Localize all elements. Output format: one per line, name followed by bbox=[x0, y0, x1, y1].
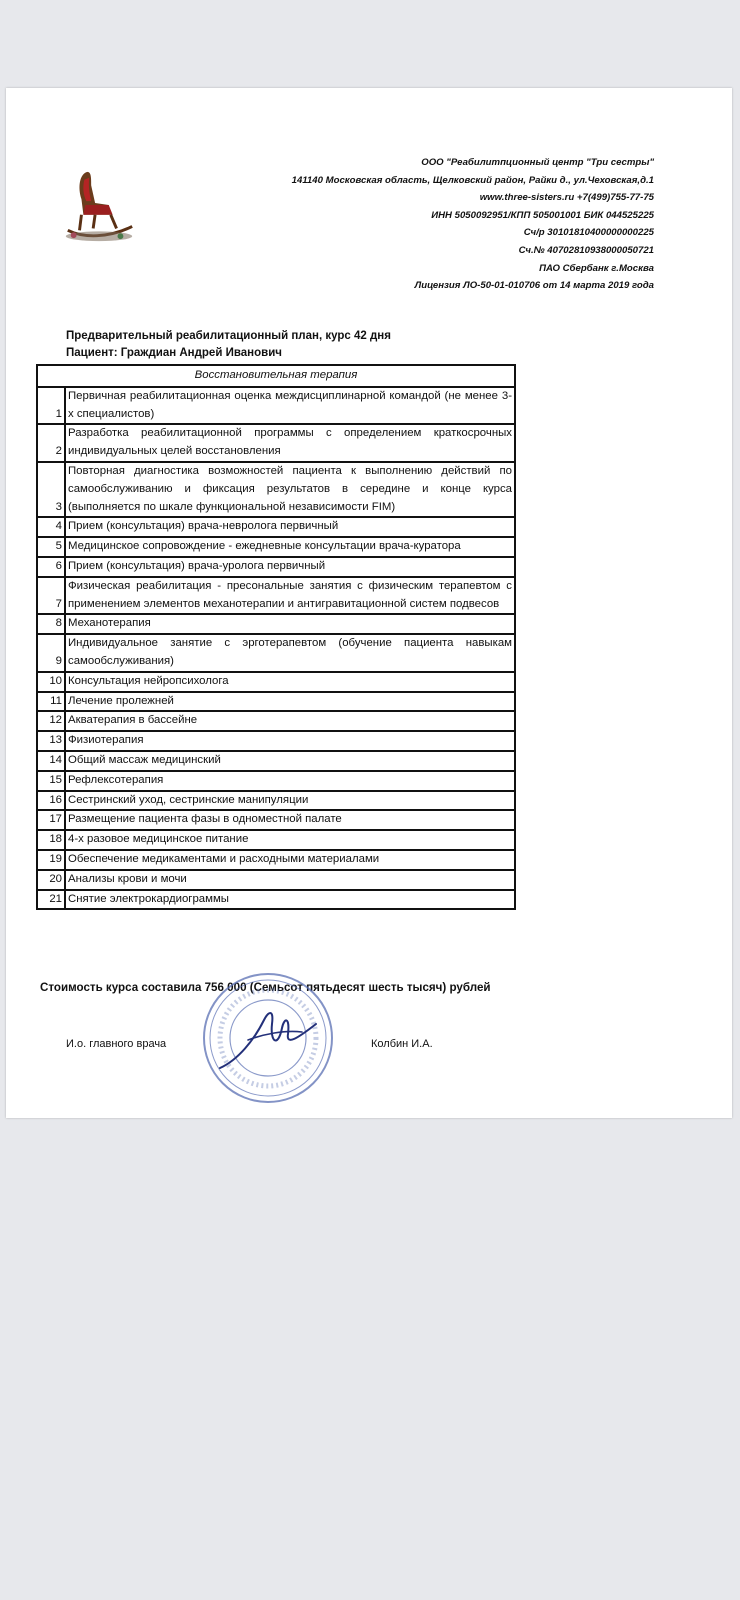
row-description: Обеспечение медикаментами и расходными материалами bbox=[65, 850, 515, 870]
row-number: 20 bbox=[37, 870, 65, 890]
company-inn: ИНН 5050092951/КПП 505001001 БИК 044525225 bbox=[431, 209, 654, 221]
table-row bbox=[37, 614, 515, 634]
row-number: 14 bbox=[37, 751, 65, 771]
company-header bbox=[292, 154, 654, 295]
table-row bbox=[37, 751, 515, 771]
row-description: Физиотерапия bbox=[65, 731, 515, 751]
row-description: Акватерапия в бассейне bbox=[65, 711, 515, 731]
company-account: Сч.№ 40702810938000050721 bbox=[518, 244, 654, 256]
row-number: 7 bbox=[37, 577, 65, 615]
row-description: Первичная реабилитационная оценка междисциплинарной командой (не менее 3-х специалистов) bbox=[65, 387, 515, 425]
row-description: Общий массаж медицинский bbox=[65, 751, 515, 771]
table-row bbox=[37, 731, 515, 751]
table-row bbox=[37, 711, 515, 731]
rocking-chair-icon bbox=[60, 166, 138, 244]
table-row bbox=[37, 634, 515, 672]
plan-title: Предварительный реабилитационный план, курс 42 дня bbox=[66, 330, 391, 342]
row-description: Прием (консультация) врача-уролога первичный bbox=[65, 557, 515, 577]
row-description: Медицинское сопровождение - ежедневные консультации врача-куратора bbox=[65, 537, 515, 557]
table-header: Восстановительная терапия bbox=[37, 365, 515, 387]
row-number: 17 bbox=[37, 810, 65, 830]
row-number: 15 bbox=[37, 771, 65, 791]
row-number: 3 bbox=[37, 462, 65, 517]
table-row bbox=[37, 890, 515, 910]
company-corr-account: Сч/р 30101810400000000225 bbox=[523, 227, 654, 239]
acting-chief-doctor-label: И.о. главного врача bbox=[66, 1038, 167, 1050]
row-description: Сестринский уход, сестринские манипуляции bbox=[65, 791, 515, 811]
company-contacts: www.three-sisters.ru +7(499)755-77-75 bbox=[479, 192, 654, 204]
document-page bbox=[6, 88, 732, 1118]
row-description: Размещение пациента фазы в одноместной палате bbox=[65, 810, 515, 830]
therapy-table bbox=[36, 364, 516, 910]
row-description: Механотерапия bbox=[65, 614, 515, 634]
table-row bbox=[37, 870, 515, 890]
row-number: 5 bbox=[37, 537, 65, 557]
round-seal-stamp-icon bbox=[198, 968, 338, 1108]
row-number: 6 bbox=[37, 557, 65, 577]
table-row bbox=[37, 577, 515, 615]
row-description: Индивидуальное занятие с эрготерапевтом (обучение пациента навыкам самообслуживания) bbox=[65, 634, 515, 672]
row-description: Разработка реабилитационной программы с определением краткосрочных индивидуальных целей восстановления bbox=[65, 424, 515, 462]
table-header-row bbox=[37, 365, 515, 387]
therapy-table-body bbox=[37, 387, 515, 910]
row-number: 1 bbox=[37, 387, 65, 425]
table-row bbox=[37, 771, 515, 791]
row-number: 19 bbox=[37, 850, 65, 870]
table-row bbox=[37, 557, 515, 577]
table-row bbox=[37, 387, 515, 425]
company-bank: ПАО Сбербанк г.Москва bbox=[539, 262, 654, 274]
row-description: Снятие электрокардиограммы bbox=[65, 890, 515, 910]
row-description: Физическая реабилитация - пресональные занятия с физическим терапевтом с применением элементов механотерапии и антигравитационной систем подвесов bbox=[65, 577, 515, 615]
patient-name: Пациент: Граждиан Андрей Иванович bbox=[66, 347, 282, 359]
row-description: Консультация нейропсихолога bbox=[65, 672, 515, 692]
row-number: 9 bbox=[37, 634, 65, 672]
table-row bbox=[37, 424, 515, 462]
row-number: 13 bbox=[37, 731, 65, 751]
row-description: Прием (консультация) врача-невролога первичный bbox=[65, 517, 515, 537]
table-row bbox=[37, 850, 515, 870]
row-description: Лечение пролежней bbox=[65, 692, 515, 712]
row-number: 16 bbox=[37, 791, 65, 811]
row-description: 4-х разовое медицинское питание bbox=[65, 830, 515, 850]
row-number: 10 bbox=[37, 672, 65, 692]
company-address: 141140 Московская область, Щелковский район, Райки д., ул.Чеховская,д.1 bbox=[291, 174, 654, 186]
row-number: 11 bbox=[37, 692, 65, 712]
table-row bbox=[37, 537, 515, 557]
course-cost: Стоимость курса составила 756 000 (Семьсот пятьдесят шесть тысяч) рублей bbox=[40, 981, 491, 994]
table-row bbox=[37, 462, 515, 517]
row-description: Анализы крови и мочи bbox=[65, 870, 515, 890]
table-row bbox=[37, 791, 515, 811]
row-number: 8 bbox=[37, 614, 65, 634]
company-license: Лицензия ЛО-50-01-010706 от 14 марта 2019 года bbox=[414, 280, 654, 292]
table-row bbox=[37, 672, 515, 692]
row-number: 2 bbox=[37, 424, 65, 462]
signer-name: Колбин И.А. bbox=[371, 1038, 433, 1050]
row-description: Рефлексотерапия bbox=[65, 771, 515, 791]
row-number: 21 bbox=[37, 890, 65, 910]
table-row bbox=[37, 830, 515, 850]
table-row bbox=[37, 692, 515, 712]
row-number: 18 bbox=[37, 830, 65, 850]
plan-heading bbox=[66, 328, 391, 362]
row-number: 12 bbox=[37, 711, 65, 731]
table-row bbox=[37, 517, 515, 537]
row-description: Повторная диагностика возможностей пациента к выполнению действий по самообслуживанию и фиксация результатов в середине и конце курса (выполняется по шкале функциональной независимости FIM) bbox=[65, 462, 515, 517]
row-number: 4 bbox=[37, 517, 65, 537]
table-row bbox=[37, 810, 515, 830]
company-name: ООО "Реабилитпционный центр "Три сестры" bbox=[421, 157, 654, 168]
